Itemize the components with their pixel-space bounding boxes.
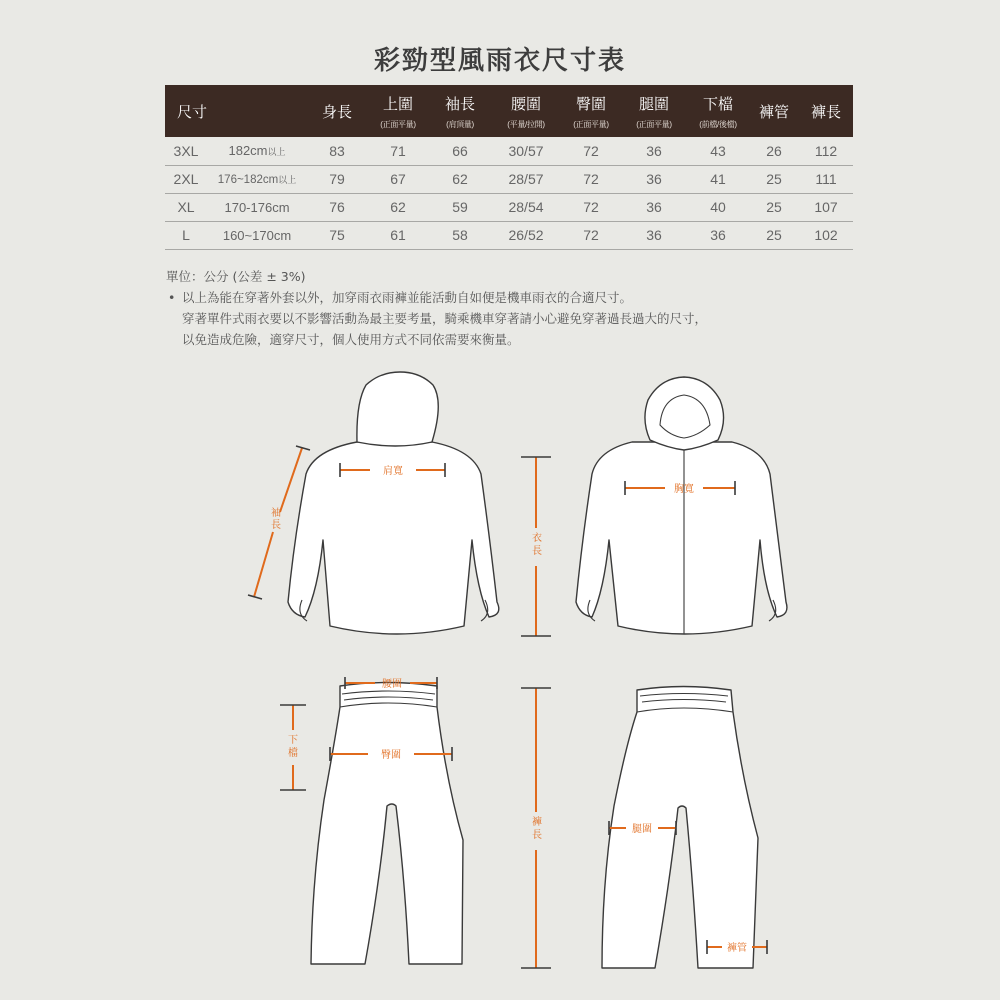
bullet-icon: •: [168, 290, 176, 305]
label-crotch: 下檔: [288, 735, 298, 759]
value-cell: 25: [749, 165, 799, 193]
label-leg-opening: 褲管: [727, 943, 747, 954]
pants-length-marker: [521, 688, 551, 968]
value-cell: 67: [367, 165, 429, 193]
value-cell: 79: [307, 165, 367, 193]
col-header-chest: 上圍 (正面平量): [380, 95, 416, 129]
label-thigh: 腿圍: [632, 824, 652, 835]
col-header-thigh: 腿圍 (正面平量): [636, 95, 672, 129]
value-cell: 25: [749, 221, 799, 249]
col-header-pants-length: 褲長: [811, 103, 842, 121]
col-header-sleeve: 袖長 (肩頂量): [445, 95, 476, 129]
value-cell: 111: [799, 165, 853, 193]
height-range-cell: 160~170cm: [207, 221, 307, 249]
crotch-marker: [280, 705, 306, 790]
pants-back: [311, 683, 463, 965]
label-shoulder-width: 肩寬: [383, 466, 403, 477]
jacket-back: [288, 372, 499, 634]
value-cell: 36: [621, 137, 687, 165]
value-cell: 72: [561, 193, 621, 221]
value-cell: 40: [687, 193, 749, 221]
value-cell: 83: [307, 137, 367, 165]
height-range-cell: 170-176cm: [207, 193, 307, 221]
label-sleeve-length: 袖長: [271, 508, 281, 531]
value-cell: 102: [799, 221, 853, 249]
size-cell: 3XL: [165, 137, 207, 165]
value-cell: 26/52: [491, 221, 561, 249]
value-cell: 59: [429, 193, 491, 221]
coat-length-marker: [521, 457, 551, 636]
unit-note: 單位：公分 (公差 ± 3%): [166, 269, 306, 284]
value-cell: 66: [429, 137, 491, 165]
value-cell: 72: [561, 137, 621, 165]
size-cell: XL: [165, 193, 207, 221]
value-cell: 43: [687, 137, 749, 165]
value-cell: 75: [307, 221, 367, 249]
col-header-body-length: 身長: [322, 103, 353, 121]
height-range-cell: 182cm以上: [207, 137, 307, 165]
note-line: 穿著單件式雨衣要以不影響活動為最主要考量，騎乘機車穿著請小心避免穿著過長過大的尺寸，: [182, 311, 708, 326]
col-header-crotch: 下檔 (前檔/後檔): [699, 95, 737, 129]
value-cell: 61: [367, 221, 429, 249]
value-cell: 25: [749, 193, 799, 221]
value-cell: 36: [621, 221, 687, 249]
value-cell: 71: [367, 137, 429, 165]
value-cell: 36: [621, 165, 687, 193]
value-cell: 36: [621, 193, 687, 221]
jacket-front: [576, 377, 787, 634]
value-cell: 72: [561, 221, 621, 249]
col-header-hip: 臀圍 (正面平量): [573, 95, 609, 129]
value-cell: 72: [561, 165, 621, 193]
page-title: 彩勁型風雨衣尺寸表: [373, 46, 626, 76]
value-cell: 62: [429, 165, 491, 193]
size-cell: L: [165, 221, 207, 249]
col-header-waist: 腰圍 (平量/拉開): [507, 95, 545, 129]
col-header-size: 尺寸: [177, 103, 208, 121]
value-cell: 26: [749, 137, 799, 165]
value-cell: 36: [687, 221, 749, 249]
value-cell: 28/54: [491, 193, 561, 221]
value-cell: 58: [429, 221, 491, 249]
value-cell: 107: [799, 193, 853, 221]
label-hip: 臀圍: [381, 750, 401, 761]
label-waist: 腰圍: [382, 679, 402, 690]
label-chest-width: 胸寬: [674, 484, 694, 495]
label-pants-length: 褲長: [532, 817, 542, 841]
note-line: 以免造成危險，適穿尺寸，個人使用方式不同依需要來衡量。: [182, 332, 520, 347]
value-cell: 28/57: [491, 165, 561, 193]
value-cell: 62: [367, 193, 429, 221]
value-cell: 112: [799, 137, 853, 165]
value-cell: 76: [307, 193, 367, 221]
height-range-cell: 176~182cm以上: [207, 165, 307, 193]
value-cell: 30/57: [491, 137, 561, 165]
value-cell: 41: [687, 165, 749, 193]
size-cell: 2XL: [165, 165, 207, 193]
col-header-leg-opening: 褲管: [759, 103, 790, 121]
label-coat-length: 衣長: [532, 533, 542, 557]
note-line: • 以上為能在穿著外套以外，加穿雨衣雨褲並能活動自如便是機車雨衣的合適尺寸。: [166, 287, 707, 308]
